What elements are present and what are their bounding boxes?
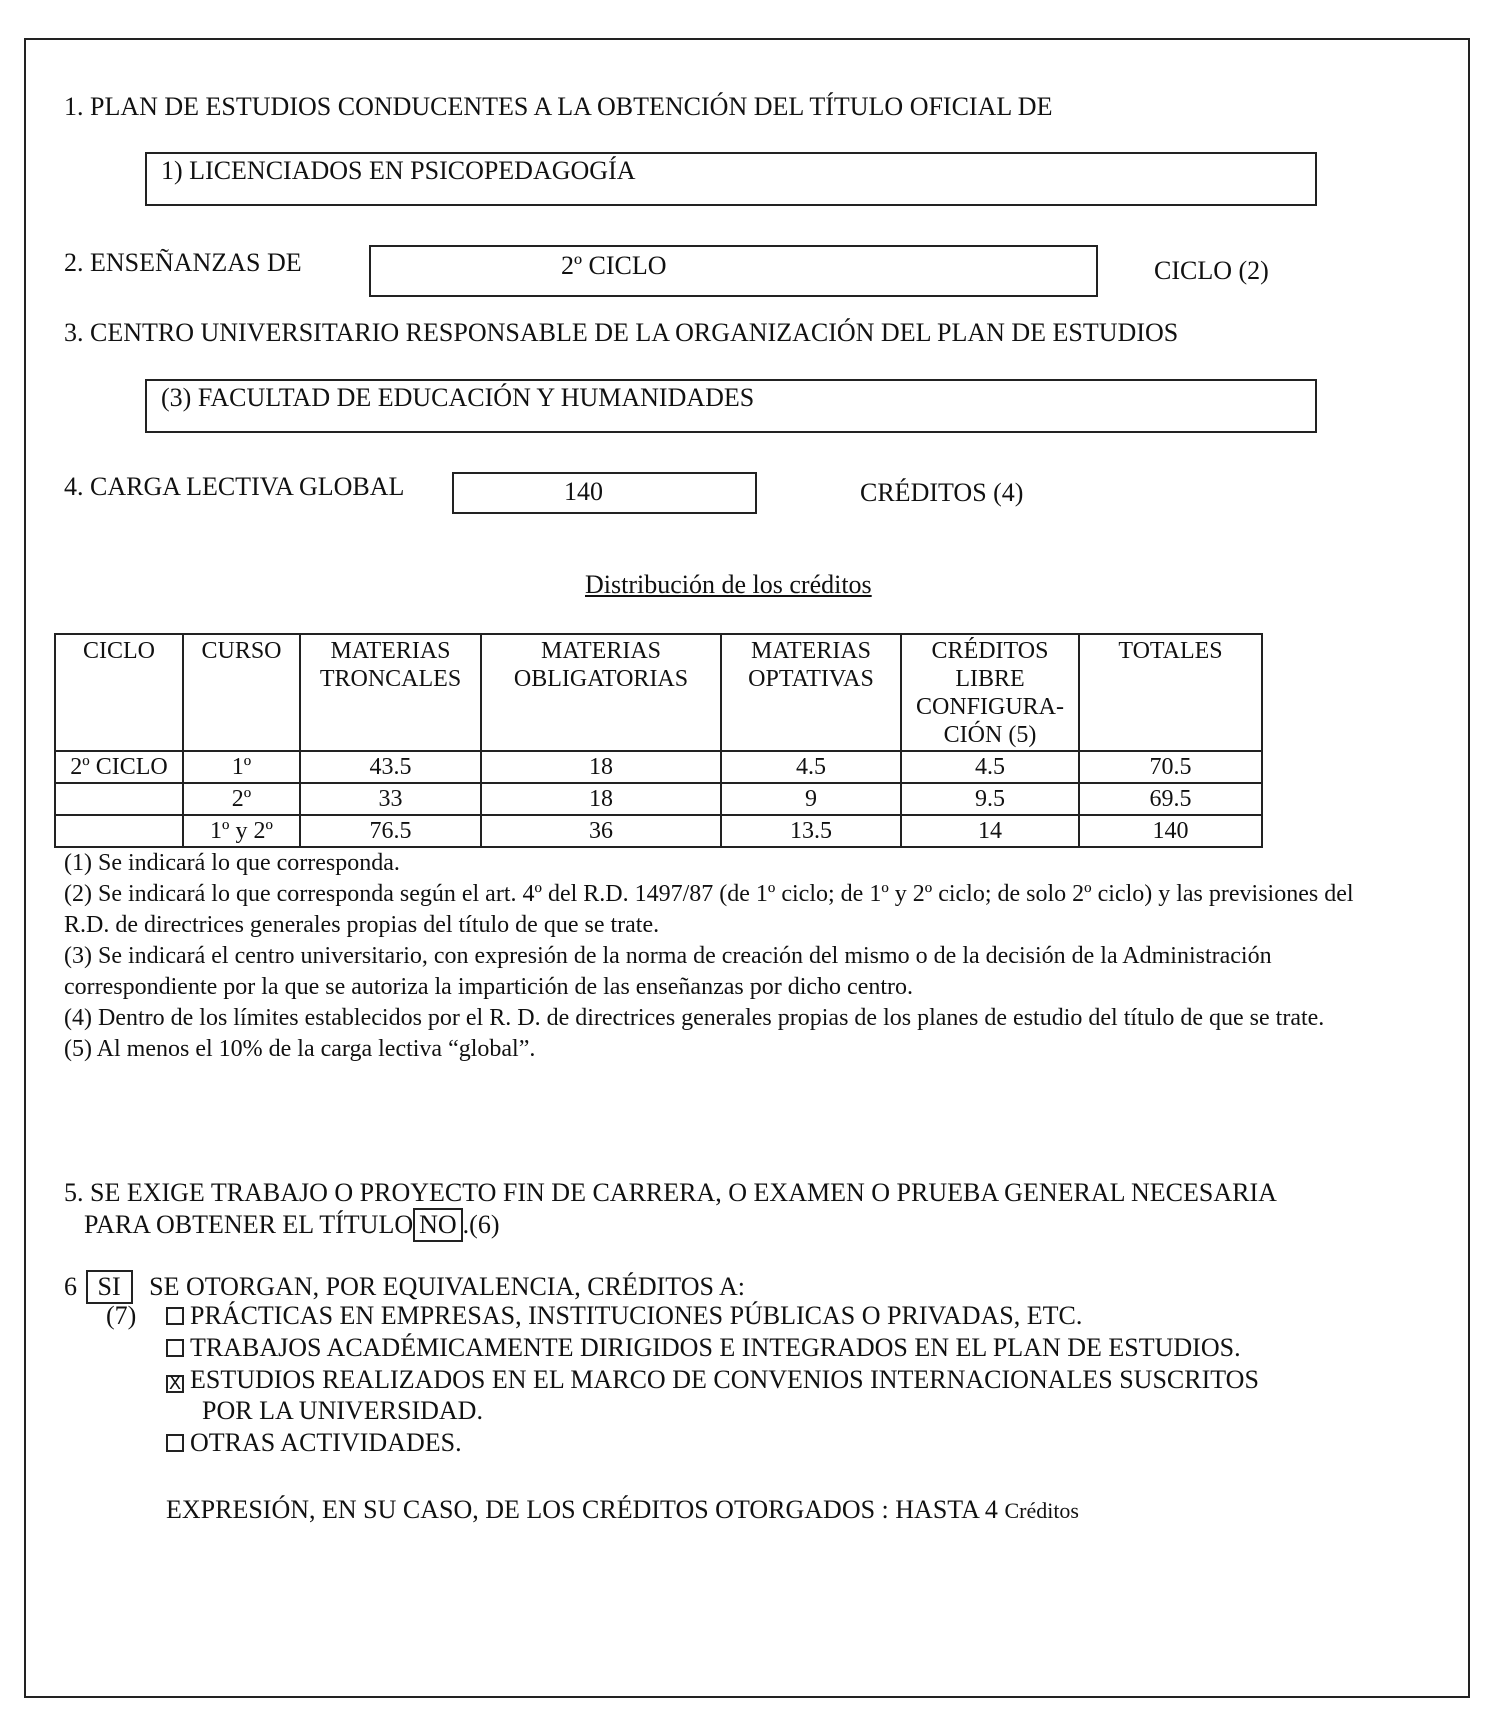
section5-prefix: PARA OBTENER EL TÍTULO — [84, 1210, 414, 1239]
total-load-value: 140 — [564, 477, 603, 506]
table-header-cell: CURSO — [183, 634, 300, 751]
table-cell: 4.5 — [721, 751, 901, 783]
credits-distribution-table — [54, 633, 1263, 848]
section6-note-ref: (7) — [106, 1301, 137, 1330]
credits-expression-label: EXPRESIÓN, EN SU CASO, DE LOS CRÉDITOS OTORGADOS : HASTA 4 — [166, 1495, 998, 1524]
table-cell: 140 — [1079, 815, 1262, 847]
table-cell: 1º — [183, 751, 300, 783]
checkbox[interactable] — [166, 1339, 184, 1357]
total-load-field[interactable] — [452, 472, 757, 514]
table-cell: 69.5 — [1079, 783, 1262, 815]
section2-suffix: CICLO (2) — [1154, 256, 1269, 285]
table-cell: 70.5 — [1079, 751, 1262, 783]
degree-title-value: 1) LICENCIADOS EN PSICOPEDAGOGÍA — [161, 156, 636, 185]
section2-label: 2. ENSEÑANZAS DE — [64, 248, 302, 277]
checkbox[interactable] — [166, 1434, 184, 1452]
section5-line2 — [84, 1208, 500, 1242]
table-header-cell: CICLO — [55, 634, 183, 751]
table-header-cell: TOTALES — [1079, 634, 1262, 751]
table-cell: 9 — [721, 783, 901, 815]
degree-title-field[interactable] — [145, 152, 1317, 206]
section5-suffix: .(6) — [462, 1210, 500, 1239]
table-cell: 13.5 — [721, 815, 901, 847]
option-label: ESTUDIOS REALIZADOS EN EL MARCO DE CONVENIOS INTERNACIONALES SUSCRITOS — [190, 1365, 1259, 1394]
table-header-cell: MATERIAS OPTATIVAS — [721, 634, 901, 751]
option-label: TRABAJOS ACADÉMICAMENTE DIRIGIDOS E INTEGRADOS EN EL PLAN DE ESTUDIOS. — [190, 1333, 1241, 1362]
section5-line1: 5. SE EXIGE TRABAJO O PROYECTO FIN DE CARRERA, O EXAMEN O PRUEBA GENERAL NECESARIA — [64, 1178, 1277, 1207]
table-cell: 2º CICLO — [55, 751, 183, 783]
table-cell: 4.5 — [901, 751, 1079, 783]
section1-heading: 1. PLAN DE ESTUDIOS CONDUCENTES A LA OBTENCIÓN DEL TÍTULO OFICIAL DE — [64, 92, 1053, 121]
checkbox-checked[interactable]: X — [166, 1375, 184, 1393]
credits-expression-unit: Créditos — [1004, 1498, 1079, 1523]
table-cell — [55, 815, 183, 847]
section6-number: 6 — [64, 1272, 77, 1301]
table-cell: 76.5 — [300, 815, 481, 847]
section3-heading: 3. CENTRO UNIVERSITARIO RESPONSABLE DE LA ORGANIZACIÓN DEL PLAN DE ESTUDIOS — [64, 318, 1179, 347]
section4-suffix: CRÉDITOS (4) — [860, 478, 1024, 507]
table-row — [55, 751, 1262, 783]
option-internships[interactable] — [166, 1301, 1082, 1331]
table-cell: 9.5 — [901, 783, 1079, 815]
table-header-cell: MATERIAS OBLIGATORIAS — [481, 634, 721, 751]
table-cell: 43.5 — [300, 751, 481, 783]
table-cell: 2º — [183, 783, 300, 815]
option-label-continuation: POR LA UNIVERSIDAD. — [202, 1396, 483, 1425]
table-cell: 1º y 2º — [183, 815, 300, 847]
credits-expression — [166, 1495, 1079, 1526]
table-cell: 18 — [481, 783, 721, 815]
section6-header — [64, 1270, 745, 1304]
option-academic-work[interactable] — [166, 1333, 1241, 1363]
distribution-title: Distribución de los créditos — [585, 570, 872, 599]
table-cell — [55, 783, 183, 815]
option-international-agreements[interactable] — [166, 1365, 1259, 1395]
center-value: (3) FACULTAD DE EDUCACIÓN Y HUMANIDADES — [161, 383, 755, 412]
table-header-cell: CRÉDITOS LIBRE CONFIGURA- CIÓN (5) — [901, 634, 1079, 751]
table-cell: 18 — [481, 751, 721, 783]
footnote: (4) Dentro de los límites establecidos por el R. D. de directrices generales propias de los planes de estudio del título de que se trate. — [64, 1005, 1325, 1031]
section4-label: 4. CARGA LECTIVA GLOBAL — [64, 472, 405, 501]
table-header-row — [55, 634, 1262, 751]
footnote: (5) Al menos el 10% de la carga lectiva “global”. — [64, 1036, 536, 1062]
checkbox[interactable] — [166, 1307, 184, 1325]
footnote: (3) Se indicará el centro universitario, con expresión de la norma de creación del mismo o de la decisión de la Administración correspondiente por la que se autoriza la impartición de las enseñanzas por dicho centro. — [64, 943, 1272, 1000]
section6-heading: SE OTORGAN, POR EQUIVALENCIA, CRÉDITOS A: — [149, 1272, 746, 1301]
equivalence-field[interactable]: SI — [86, 1270, 133, 1304]
table-row — [55, 815, 1262, 847]
option-label: PRÁCTICAS EN EMPRESAS, INSTITUCIONES PÚBLICAS O PRIVADAS, ETC. — [190, 1301, 1083, 1330]
option-other-activities[interactable] — [166, 1428, 462, 1458]
table-cell: 33 — [300, 783, 481, 815]
cycle-field[interactable] — [369, 245, 1098, 297]
table-row — [55, 783, 1262, 815]
final-project-field[interactable]: NO — [413, 1208, 463, 1242]
option-label: OTRAS ACTIVIDADES. — [190, 1428, 462, 1457]
footnote: (2) Se indicará lo que corresponda según el art. 4º del R.D. 1497/87 (de 1º ciclo; de 1º y 2º ciclo; de solo 2º ciclo) y las previsiones del R.D. de directrices generales propias del título de que se trate. — [64, 881, 1354, 938]
footnotes — [64, 848, 1404, 1065]
table-header-cell: MATERIAS TRONCALES — [300, 634, 481, 751]
table-cell: 36 — [481, 815, 721, 847]
cycle-value: 2º CICLO — [561, 251, 667, 280]
table-cell: 14 — [901, 815, 1079, 847]
center-field[interactable] — [145, 379, 1317, 433]
footnote: (1) Se indicará lo que corresponda. — [64, 850, 400, 876]
